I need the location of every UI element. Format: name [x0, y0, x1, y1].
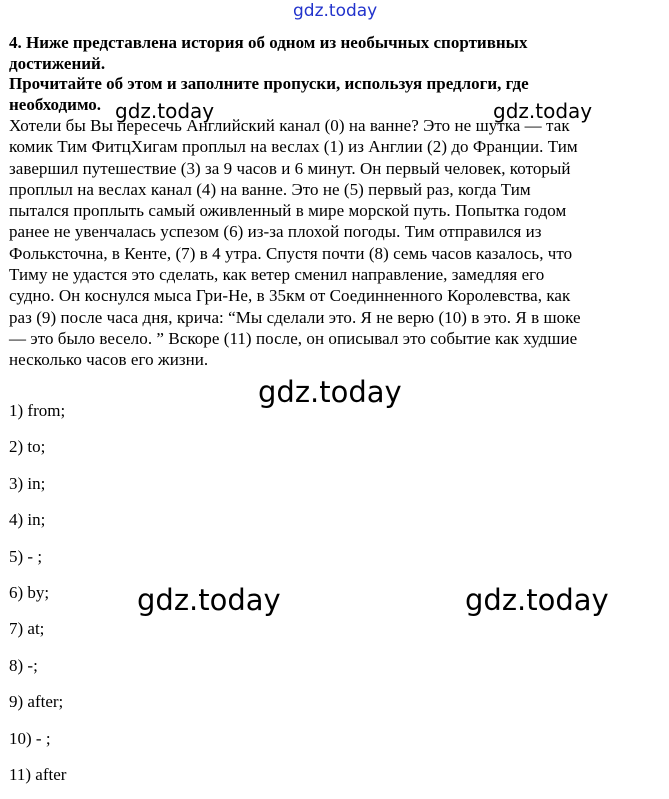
answer-item: 11) after: [9, 764, 67, 784]
answer-item: 3) in;: [9, 473, 46, 493]
task-instruction-line: Прочитайте об этом и заполните пропуски, используя предлоги, где: [9, 74, 529, 93]
answer-item: 8) -;: [9, 655, 38, 675]
story-line: проплыл на веслах канал (4) на ванне. Это не (5) первый раз, когда Тим: [9, 179, 531, 199]
watermark-lower-left: gdz.today: [137, 583, 281, 617]
answer-item: 5) - ;: [9, 546, 43, 566]
story-line: Хотели бы Вы пересечь Английский канал (0) на ванне? Это не шутка — так: [9, 116, 570, 135]
story-line: Тиму не удастся это сделать, как ветер сменил направление, замедляя его: [9, 265, 545, 285]
answer-item: 1) from;: [9, 401, 66, 420]
story-line: судно. Он коснулся мыса Гри-Не, в 35км от Соединненного Королевства, как: [9, 286, 571, 306]
story-text: [9, 115, 664, 371]
story-line: ранее не увенчалась успезом (6) из-за плохой погоды. Тим отправился из: [9, 222, 542, 242]
answers-list: [9, 399, 66, 799]
story-line: Фольксточна, в Кенте, (7) в 4 утра. Спустя почти (8) семь часов казалось, что: [9, 243, 573, 263]
task-block: [9, 33, 664, 371]
watermark-mid-right: gdz.today: [493, 99, 593, 123]
answer-item: 4) in;: [9, 510, 46, 530]
watermark-center: gdz.today: [258, 375, 402, 409]
task-heading-line: достижений.: [9, 53, 106, 73]
watermark-top: gdz.today: [293, 1, 378, 21]
answer-item: 9) after;: [9, 692, 64, 712]
answer-item: 6) by;: [9, 582, 50, 602]
task-instruction-line: необходимо.: [9, 94, 102, 114]
watermark-mid-left: gdz.today: [115, 99, 215, 123]
answer-item: 7) at;: [9, 619, 45, 639]
story-line: несколько часов его жизни.: [9, 350, 209, 370]
answer-item: 10) - ;: [9, 728, 51, 748]
story-line: комик Тим ФитцХигам проплыл на веслах (1) из Англии (2) до Франции. Тим: [9, 137, 578, 157]
task-heading-line: 4. Ниже представлена история об одном из необычных спортивных: [9, 33, 528, 52]
story-line: раз (9) после часа дня, крича: “Мы сделали это. Я не верю (10) в это. Я в шоке: [9, 307, 581, 327]
story-line: — это было весело. ” Вскоре (11) после, он описывал это событие как худшие: [9, 328, 578, 348]
answer-item: 2) to;: [9, 437, 46, 457]
story-line: завершил путешествие (3) за 9 часов и 6 минут. Он первый человек, который: [9, 158, 571, 178]
story-line: пытался проплыть самый оживленный в мире морской путь. Попытка годом: [9, 201, 567, 221]
watermark-lower-right: gdz.today: [465, 583, 609, 617]
